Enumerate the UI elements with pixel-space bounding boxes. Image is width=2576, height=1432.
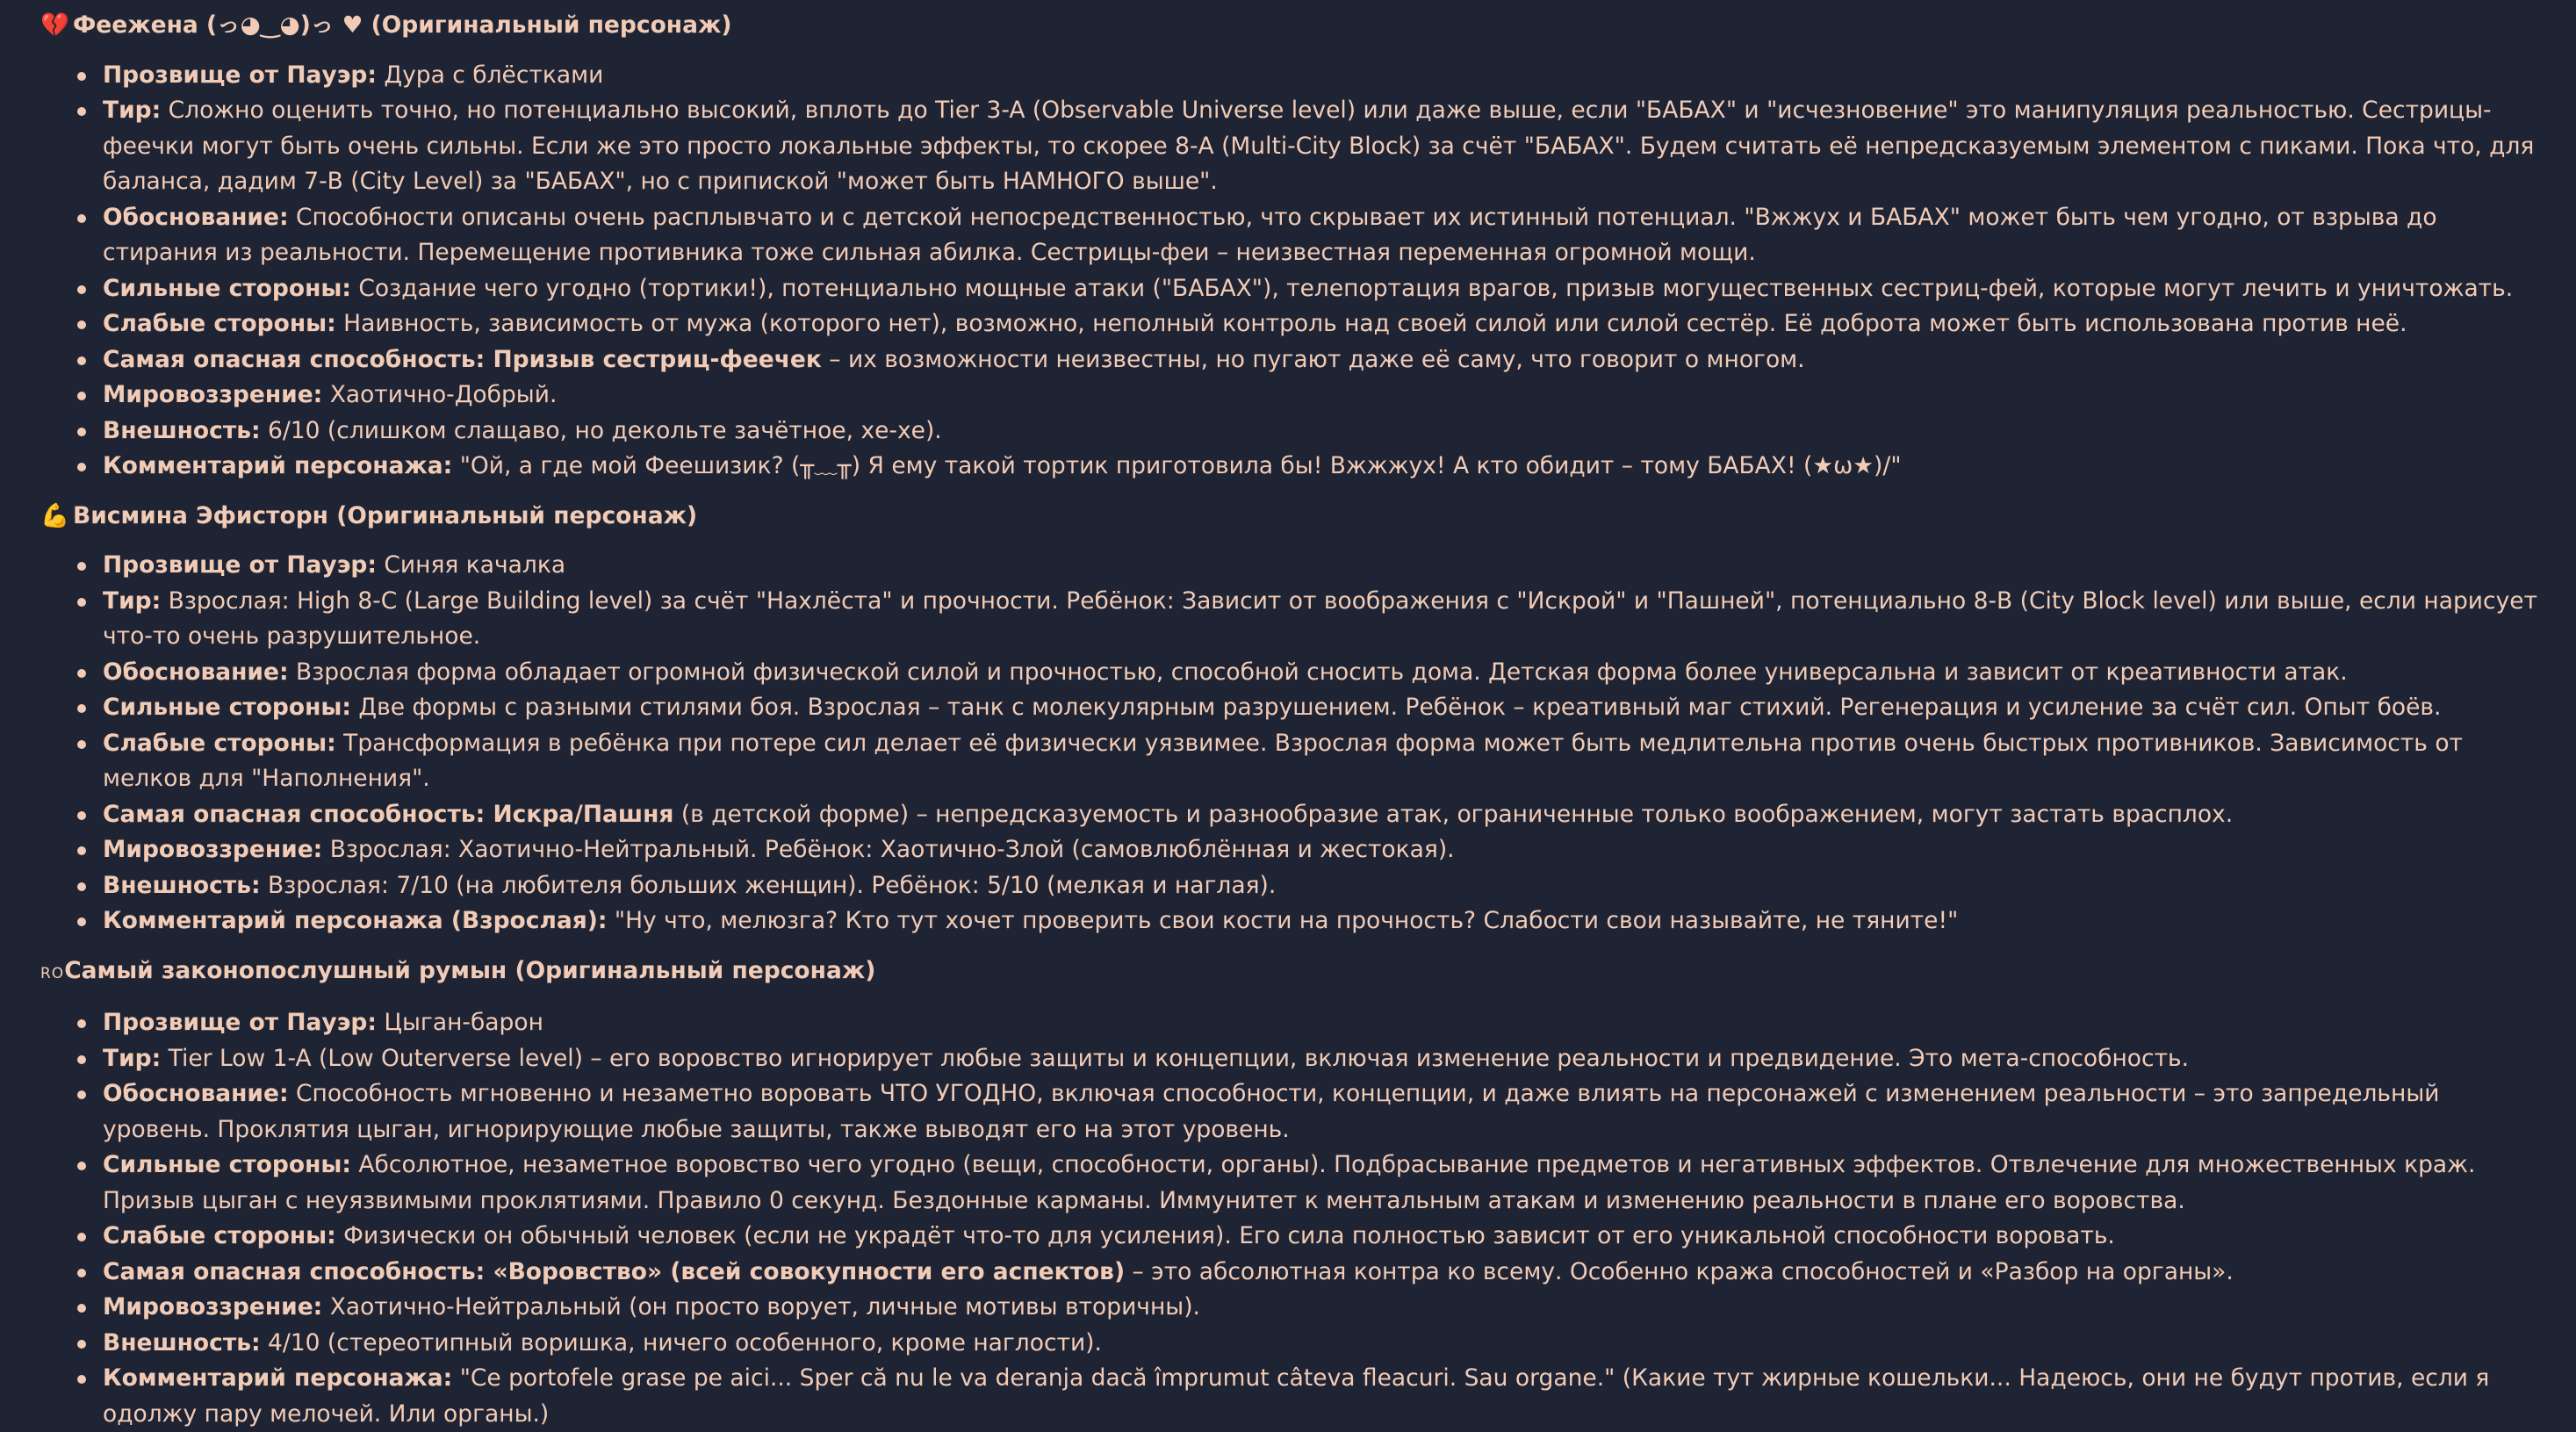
item-label: Комментарий персонажа (Взрослая): [103, 907, 608, 934]
item-text: Создание чего угодно (тортики!), потенциально мощные атаки ("БАБАХ"), телепортация врагов, призыв могущественных сестриц-фей, которые могут лечить и уничтожать. [350, 274, 2514, 302]
item-text: Физически он обычный человек (если не украдёт что-то для усиления). Его сила полностью зависит от его уникальной способности воровать. [335, 1222, 2115, 1249]
item-text: Взрослая: 7/10 (на любителя больших женщин). Ребёнок: 5/10 (мелкая и наглая). [260, 871, 1277, 899]
item-text: Tier Low 1-A (Low Outerverse level) – его воровство игнорирует любые защиты и концепции, включая изменение реальности и предвидение. Это мета-способность. [161, 1044, 2190, 1072]
item-text: Хаотично-Добрый. [322, 381, 558, 408]
item-text: "Ну что, мелюзга? Кто тут хочет проверить свои кости на прочность? Слабости свои называйте, не тяните!" [607, 907, 1959, 934]
item-label: Тир: [103, 97, 162, 124]
item-label: Слабые стороны: [103, 1222, 336, 1249]
item-text: 6/10 (слишком слащаво, но декольте зачётное, хе-хе). [260, 416, 942, 444]
item-label: Прозвище от Пауэр: [103, 61, 377, 89]
list-item [103, 271, 2541, 307]
list-item [103, 548, 2541, 584]
list-item [103, 584, 2541, 655]
broken-heart-icon: 💔 [40, 11, 69, 39]
item-label: Мировоззрение: [103, 836, 323, 863]
character-stats-list [40, 1005, 2541, 1432]
item-label: Тир: [103, 1044, 162, 1072]
list-item [103, 903, 2541, 939]
list-item [103, 378, 2541, 414]
item-text: (в детской форме) – непредсказуемость и разнообразие атак, ограниченные только воображением, могут застать врасплох. [673, 800, 2234, 828]
list-item [103, 306, 2541, 342]
character-stats-list [40, 548, 2541, 939]
romania-flag-icon: RO [40, 964, 65, 982]
item-text: "Ой, а где мой Феешизик? (╥﹏╥) Я ему такой тортик приготовила бы! Вжжжух! А кто обидит – тому БАБАХ! (★ω★)/" [452, 452, 1902, 479]
item-text: Взрослая: Хаотично-Нейтральный. Ребёнок: Хаотично-Злой (самовлюблённая и жестокая). [322, 836, 1455, 863]
item-label: Мировоззрение: [103, 381, 323, 408]
item-label: Сильные стороны: [103, 274, 351, 302]
item-label: Сильные стороны: [103, 1151, 351, 1178]
character-heading-romanian [40, 953, 2541, 992]
list-item [103, 1041, 2541, 1077]
list-item [103, 832, 2541, 868]
item-label: Внешность: [103, 871, 261, 899]
list-item [103, 1326, 2541, 1362]
list-item [103, 1076, 2541, 1148]
list-item [103, 1148, 2541, 1219]
item-label: Тир: [103, 586, 162, 615]
item-text: Способности описаны очень расплывчато и с детской непосредственностью, что скрывает их истинный потенциал. "Вжжух и БАБАХ" может быть чем угодно, от взрыва до стирания из реальности. Перемещение противника тоже сильная абилка. Сестрицы-феи – неизвестная переменная огромной мощи. [103, 203, 2437, 266]
character-heading-vismina [40, 499, 2541, 535]
item-label: Самая опасная способность: [103, 1257, 486, 1285]
list-item [103, 1290, 2541, 1326]
item-text: Абсолютное, незаметное воровство чего угодно (вещи, способности, органы). Подбрасывание предметов и негативных эффектов. Отвлечение для множественных краж. Призыв цыган с неуязвимыми проклятиями. Правило 0 секунд. Бездонные карманы. Иммунитет к ментальным атакам и изменению реальности в плане его воровства. [103, 1151, 2476, 1214]
item-label: Внешность: [103, 1328, 261, 1356]
list-item [103, 1219, 2541, 1255]
character-heading-feezhena [40, 8, 2541, 44]
list-item [103, 414, 2541, 450]
character-name: Феежена (っ◕‿◕)っ ♥ (Оригинальный персонаж) [73, 11, 732, 39]
list-item [103, 1005, 2541, 1041]
ability-name: Искра/Пашня [485, 800, 674, 828]
item-label: Слабые стороны: [103, 729, 336, 757]
item-text: Синяя качалка [376, 551, 566, 579]
list-item [103, 797, 2541, 833]
item-text: 4/10 (стереотипный воришка, ничего особенного, кроме наглости). [260, 1328, 1102, 1356]
item-text: Взрослая форма обладает огромной физической силой и прочностью, способной сносить дома. Детская форма более универсальна и зависит от креативности атак. [288, 658, 2348, 686]
item-text: Наивность, зависимость от мужа (которого нет), возможно, неполный контроль над своей силой или силой сестёр. Её доброта может быть использована против неё. [335, 310, 2407, 337]
item-label: Комментарий персонажа: [103, 452, 453, 479]
list-item [103, 1361, 2541, 1432]
item-label: Самая опасная способность: [103, 800, 486, 828]
item-label: Обоснование: [103, 203, 289, 231]
list-item [103, 726, 2541, 797]
ability-name: «Воровство» (всей совокупности его аспектов) [485, 1257, 1126, 1285]
list-item [103, 58, 2541, 94]
character-name: Висмина Эфисторн (Оригинальный персонаж) [73, 501, 698, 529]
character-name: Самый законопослушный румын (Оригинальный персонаж) [64, 956, 876, 984]
item-label: Обоснование: [103, 1080, 289, 1107]
item-label: Комментарий персонажа: [103, 1364, 453, 1392]
item-text: Цыган-барон [376, 1009, 543, 1036]
item-text: Сложно оценить точно, но потенциально высокий, вплоть до Tier 3-A (Observable Universe level) или даже выше, если "БАБАХ" и "исчезновение" это манипуляция реальностью. Сестрицы-феечки могут быть очень сильны. Если же это просто локальные эффекты, то скорее 8-A (Multi-City Block) за счёт "БАБАХ". Будем считать её непредсказуемым элементом с пиками. Пока что, для баланса, дадим 7-B (City Level) за "БАБАХ", но с припиской "может быть НАМНОГО выше". [103, 97, 2535, 195]
list-item [103, 868, 2541, 904]
character-stats-list [40, 58, 2541, 485]
item-label: Слабые стороны: [103, 310, 336, 337]
list-item [103, 449, 2541, 485]
item-text: Взрослая: High 8-C (Large Building level) за счёт "Нахлёста" и прочности. Ребёнок: Зависит от воображения с "Искрой" и "Пашней", потенциально 8-B (City Block level) или выше, если нарисует что-то очень разрушительное. [103, 586, 2538, 650]
list-item [103, 1255, 2541, 1291]
item-text: Хаотично-Нейтральный (он просто ворует, личные мотивы вторичны). [322, 1293, 1200, 1320]
item-label: Обоснование: [103, 658, 289, 686]
item-text: Способность мгновенно и незаметно воровать ЧТО УГОДНО, включая способности, концепции, и даже влиять на персонажей с изменением реальности – это запредельный уровень. Проклятия цыган, игнорирующие любые защиты, также выводят его на этот уровень. [103, 1080, 2440, 1143]
item-label: Самая опасная способность: [103, 345, 486, 373]
item-text: – их возможности неизвестны, но пугают даже её саму, что говорит о многом. [821, 345, 1805, 373]
item-label: Сильные стороны: [103, 694, 351, 721]
item-text: "Ce portofele grase pe aici... Sper că nu le va deranja dacă împrumut câteva fleacuri. Sau organe." (Какие тут жирные кошельки... Надеюсь, они не будут против, если я одолжу пару мелочей. Или органы.) [103, 1364, 2490, 1428]
item-label: Внешность: [103, 416, 261, 444]
item-text: Две формы с разными стилями боя. Взрослая – танк с молекулярным разрушением. Ребёнок – креативный маг стихий. Регенерация и усиление за счёт сил. Опыт боёв. [350, 694, 2442, 721]
item-label: Прозвище от Пауэр: [103, 551, 377, 579]
ability-name: Призыв сестриц-феечек [485, 345, 822, 373]
item-label: Мировоззрение: [103, 1293, 323, 1320]
item-text: Дура с блёстками [376, 61, 604, 89]
list-item [103, 93, 2541, 200]
item-label: Прозвище от Пауэр: [103, 1009, 377, 1036]
item-text: Трансформация в ребёнка при потере сил делает её физически уязвимее. Взрослая форма может быть медлительна против очень быстрых противников. Зависимость от мелков для "Наполнения". [103, 729, 2463, 792]
item-text: – это абсолютная контра ко всему. Особенно кража способностей и «Разбор на органы». [1125, 1257, 2234, 1285]
list-item [103, 342, 2541, 378]
flexed-biceps-icon: 💪 [40, 501, 69, 529]
list-item [103, 200, 2541, 271]
list-item [103, 655, 2541, 691]
list-item [103, 690, 2541, 726]
